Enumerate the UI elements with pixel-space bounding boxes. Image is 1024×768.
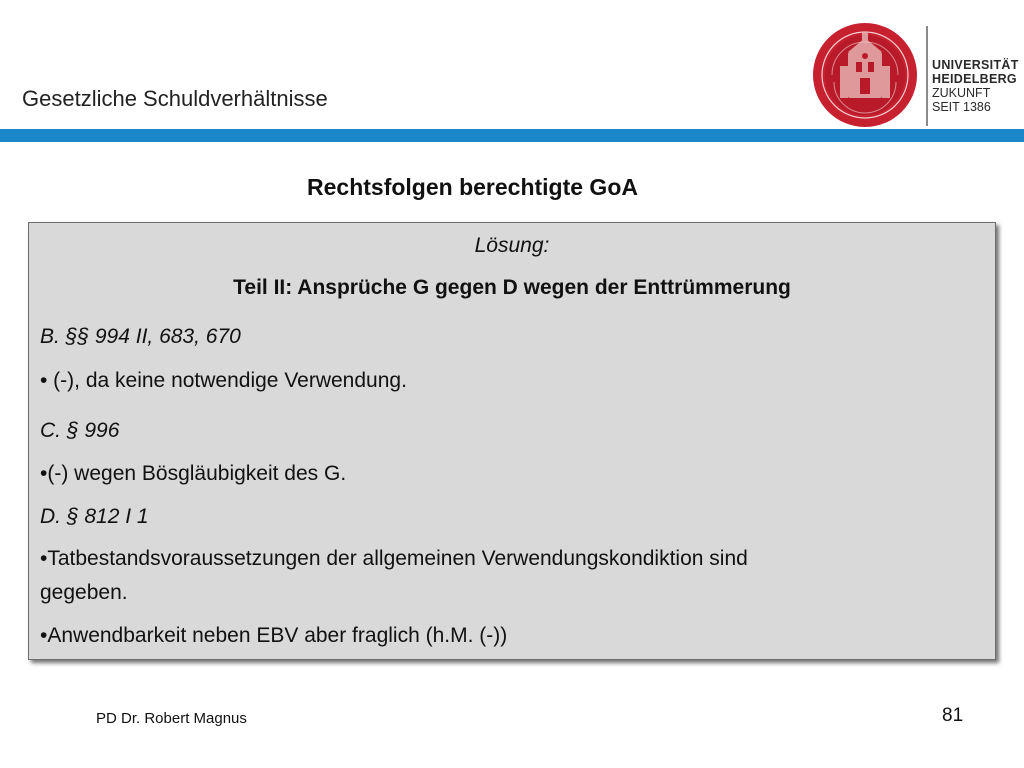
solution-box (28, 222, 996, 660)
section-d-bullet-2: •Anwendbarkeit neben EBV aber fraglich (h.M. (-)) (40, 624, 508, 647)
header-title: Gesetzliche Schuldverhältnisse (22, 86, 328, 111)
logo-line-1: UNIVERSITÄT (932, 58, 1019, 72)
section-b-bullet: • (-), da keine notwendige Verwendung. (40, 369, 407, 392)
page-number: 81 (942, 705, 964, 726)
logo-line-3: ZUKUNFT (932, 86, 991, 100)
section-d-heading: D. § 812 I 1 (40, 505, 149, 528)
section-d-bullet-1: •Tatbestandsvoraussetzungen der allgemeinen Verwendungskondiktion sind (40, 547, 748, 570)
logo-divider (926, 26, 928, 126)
footer-author: PD Dr. Robert Magnus (96, 710, 247, 727)
logo-line-4: SEIT 1386 (932, 100, 991, 114)
university-seal-icon (812, 22, 918, 128)
header-accent-bar (0, 129, 1024, 142)
section-b-heading: B. §§ 994 II, 683, 670 (40, 325, 241, 348)
solution-heading: Teil II: Ansprüche G gegen D wegen der Enttrümmerung (233, 276, 791, 299)
university-logo (812, 22, 1019, 128)
logo-wordmark (932, 58, 1019, 114)
solution-intro: Lösung: (474, 234, 550, 257)
section-c-heading: C. § 996 (40, 419, 120, 442)
slide-title: Rechtsfolgen berechtigte GoA (307, 174, 638, 200)
section-d-bullet-1-continued: gegeben. (40, 581, 128, 604)
section-c-bullet: •(-) wegen Bösgläubigkeit des G. (40, 462, 347, 485)
logo-line-2: HEIDELBERG (932, 72, 1017, 86)
